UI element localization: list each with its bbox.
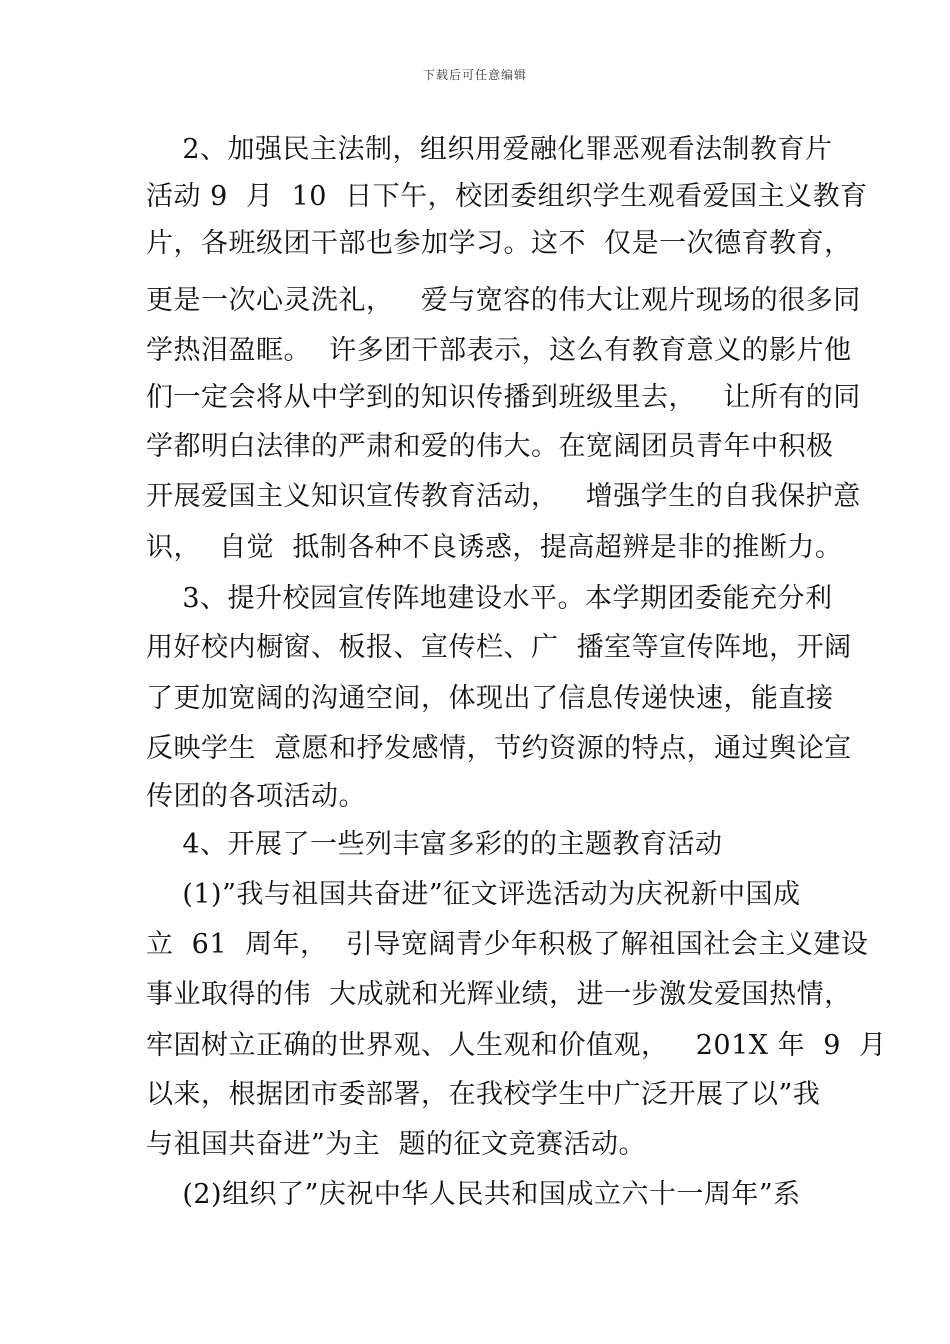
text-line: 与祖国共奋进”为主 题的征文竞赛活动。 <box>146 1129 646 1160</box>
text-line: 了更加宽阔的沟通空间，体现出了信息传递快速，能直接 <box>146 683 834 714</box>
text-line: 传团的各项活动。 <box>146 781 366 812</box>
text-line: (2)组织了”庆祝中华人民共和国成立六十一周年”系 <box>146 1179 801 1210</box>
text-line: 牢固树立正确的世界观、人生观和价值观， 201X 年 9 月 <box>146 1030 887 1061</box>
text-line: 反映学生 意愿和抒发感情，节约资源的特点，通过舆论宣 <box>146 733 852 764</box>
text-line: 片，各班级团干部也参加学习。这不 仅是一次德育教育， <box>146 228 852 259</box>
text-line: 开展爱国主义知识宣传教育活动， 增强学生的自我保护意 <box>146 481 861 512</box>
text-line: 以来，根据团市委部署，在我校学生中广泛开展了以”我 <box>146 1079 821 1110</box>
text-line: (1)”我与祖国共奋进”征文评选活动为庆祝新中国成 <box>146 879 801 910</box>
text-line: 3、提升校园宣传阵地建设水平。本学期团委能充分利 <box>146 583 833 614</box>
text-line: 们一定会将从中学到的知识传播到班级里去， 让所有的同 <box>146 382 861 413</box>
text-line: 事业取得的伟 大成就和光辉业绩，进一步激发爱国热情， <box>146 979 852 1010</box>
text-line: 识， 自觉 抵制各种不良诱惑，提高超辨是非的推断力。 <box>146 532 843 563</box>
text-line: 学都明白法律的严肃和爱的伟大。在宽阔团员青年中积极 <box>146 431 834 462</box>
text-line: 2、加强民主法制，组织用爱融化罪恶观看法制教育片 <box>146 134 833 165</box>
text-line: 更是一次心灵洗礼， 爱与宽容的伟大让观片现场的很多同 <box>146 285 861 316</box>
text-line: 4、开展了一些列丰富多彩的的主题教育活动 <box>146 829 723 860</box>
text-line: 活动 9 月 10 日下午，校团委组织学生观看爱国主义教育 <box>146 181 868 212</box>
text-line: 学热泪盈眶。 许多团干部表示，这么有教育意义的影片他 <box>146 335 852 366</box>
text-line: 用好校内橱窗、板报、宣传栏、广 播室等宣传阵地，开阔 <box>146 632 852 663</box>
text-line: 立 61 周年， 引导宽阔青少年积极了解祖国社会主义建设 <box>146 929 869 960</box>
page-header: 下载后可任意编辑 <box>422 68 527 82</box>
